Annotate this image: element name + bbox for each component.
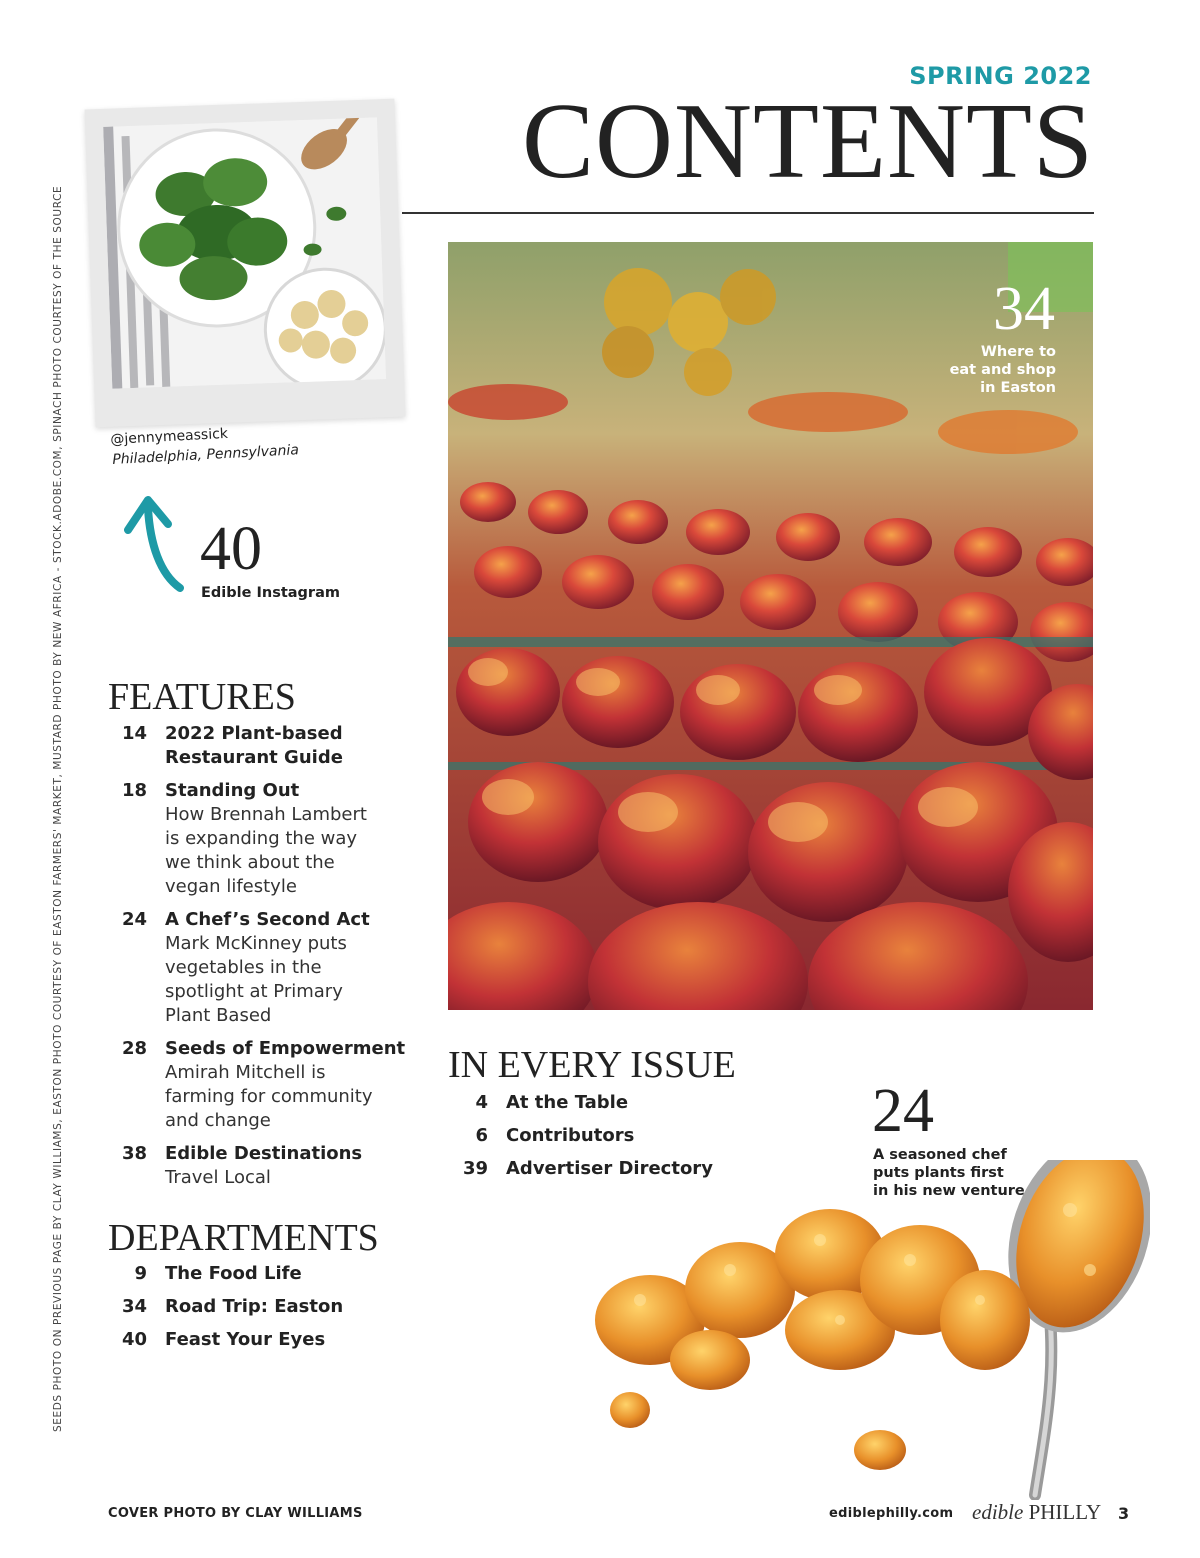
departments-heading: DEPARTMENTS [108,1217,379,1259]
item-title: Edible Destinations [165,1143,363,1164]
list-item[interactable] [107,779,427,899]
list-item[interactable] [107,1328,427,1352]
website-link[interactable]: ediblephilly.com [829,1506,954,1521]
item-page-number: 9 [134,1263,147,1284]
item-page-number: 34 [121,1296,147,1317]
callout-line: Where to [980,344,1056,360]
instagram-location: Philadelphia, Pennsylvania [112,442,300,468]
item-page-number: 24 [121,909,147,930]
item-description: and change [165,1110,271,1131]
photo-callout-page: 34 [993,275,1055,343]
list-item[interactable] [107,1262,427,1286]
list-item[interactable] [107,1037,427,1133]
header-divider [402,212,1094,214]
list-item[interactable] [107,722,427,770]
item-title: Feast Your Eyes [165,1329,326,1350]
item-page-number: 40 [121,1329,147,1350]
instagram-polaroid [85,99,406,428]
item-title: 2022 Plant-based [165,723,343,744]
instagram-label: Edible Instagram [201,585,340,601]
item-description: Plant Based [165,1005,272,1026]
item-title: Advertiser Directory [506,1158,713,1179]
item-page-number: 14 [121,723,147,744]
instagram-page-number: 40 [200,515,262,583]
item-page-number: 18 [121,780,147,801]
item-description: Mark McKinney puts [165,933,347,954]
item-description: How Brennah Lambert [165,804,367,825]
spinach-bowl-image [103,117,386,388]
page-number: 3 [1118,1504,1130,1523]
item-description: is expanding the way [165,828,358,849]
list-item[interactable] [107,1295,427,1319]
item-title: A Chef’s Second Act [165,909,370,930]
list-item[interactable] [107,908,427,1028]
item-description: we think about the [165,852,335,873]
features-list [107,722,427,1199]
item-title: Restaurant Guide [165,747,343,768]
item-title: Road Trip: Easton [165,1296,344,1317]
list-item[interactable] [107,1142,427,1190]
callout-line: in Easton [980,380,1056,396]
item-description: farming for community [165,1086,373,1107]
item-page-number: 39 [462,1158,488,1179]
brand-italic: edible [972,1500,1024,1524]
item-description: Amirah Mitchell is [165,1062,326,1083]
item-description: vegan lifestyle [165,876,297,897]
item-title: At the Table [506,1092,629,1113]
item-page-number: 4 [475,1092,488,1113]
item-title: Contributors [506,1125,635,1146]
list-item[interactable] [448,1124,748,1148]
departments-list [107,1262,427,1361]
callout-line: A seasoned chef [873,1147,1007,1163]
item-description: spotlight at Primary [165,981,343,1002]
brand-caps: PHILLY [1028,1500,1102,1524]
callout-line: puts plants first [873,1165,1004,1181]
item-page-number: 38 [121,1143,147,1164]
every-issue-heading: IN EVERY ISSUE [448,1044,736,1086]
photo-credits: SEEDS PHOTO ON PREVIOUS PAGE BY CLAY WILLIAMS, EASTON PHOTO COURTESY OF EASTON FARMERS' MARKET, MUSTARD PHOTO BY NEW AFRICA - STOCK.ADOBE.COM, SPINACH PHOTO COURTESY OF THE SOURCE [52,185,64,1432]
item-page-number: 28 [121,1038,147,1059]
item-description: vegetables in the [165,957,322,978]
list-item[interactable] [448,1091,748,1115]
item-description: Travel Local [165,1167,271,1188]
instagram-handle: @jennymeassick [110,425,229,448]
photo-callout-text [896,343,1056,397]
issue-season: SPRING 2022 [909,62,1092,90]
features-heading: FEATURES [108,676,296,718]
brand-logo [972,1500,1101,1525]
item-title: Seeds of Empowerment [165,1038,406,1059]
cover-credit: COVER PHOTO BY CLAY WILLIAMS [108,1506,363,1521]
mustard-callout-page: 24 [872,1077,934,1145]
item-title: The Food Life [165,1263,302,1284]
item-page-number: 6 [475,1125,488,1146]
callout-line: eat and shop [949,362,1056,378]
item-title: Standing Out [165,780,300,801]
mustard-spoon-image [590,1160,1150,1500]
curved-up-arrow-icon [120,494,190,594]
callout-line: in his new venture [873,1183,1025,1199]
page-title: CONTENTS [522,82,1094,201]
